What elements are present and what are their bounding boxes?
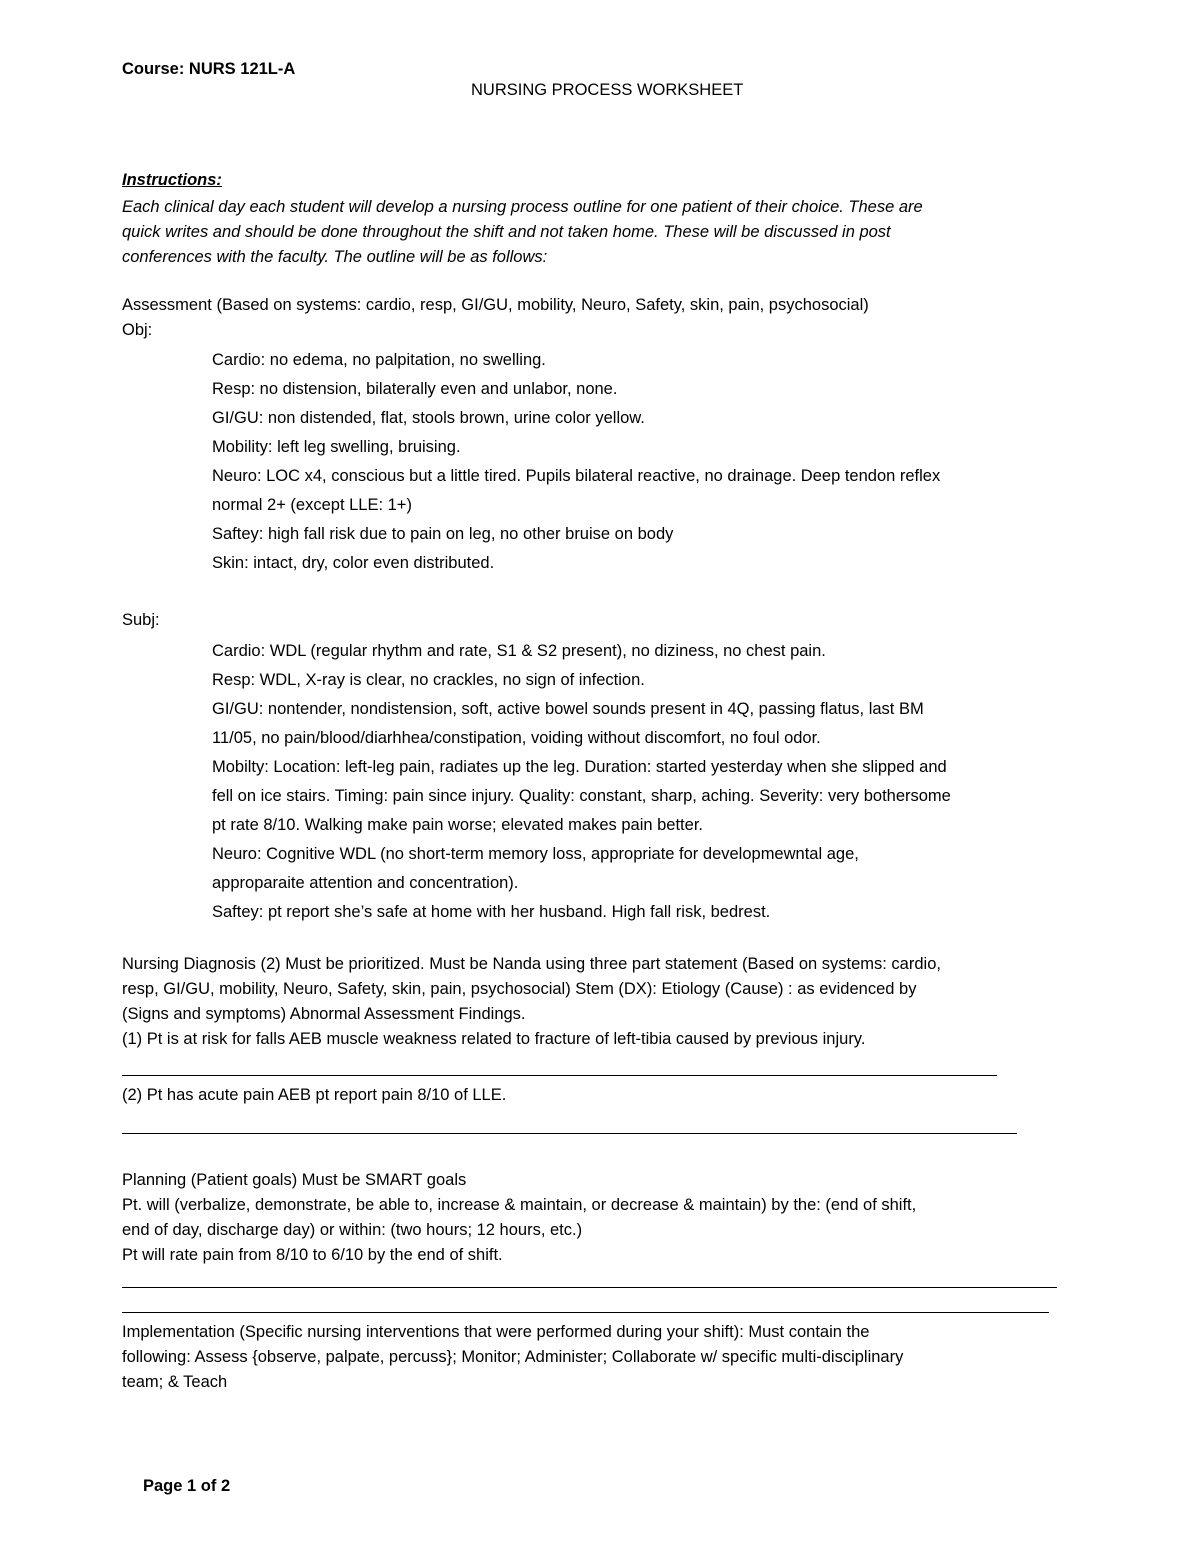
obj-line: Resp: no distension, bilaterally even and unlabor, none. — [212, 380, 618, 398]
page-title: NURSING PROCESS WORKSHEET — [471, 81, 744, 99]
diagnosis-2: (2) Pt has acute pain AEB pt report pain 8/10 of LLE. — [122, 1086, 507, 1104]
obj-line: normal 2+ (except LLE: 1+) — [212, 496, 412, 514]
obj-line: Saftey: high fall risk due to pain on leg, no other bruise on body — [212, 525, 674, 543]
divider-line — [122, 1287, 1057, 1288]
diagnosis-line: resp, GI/GU, mobility, Neuro, Safety, skin, pain, psychosocial) Stem (DX): Etiology (Cause) : as evidenced by — [122, 980, 917, 998]
instructions-line: quick writes and should be done throughout the shift and not taken home. These will be discussed in post — [122, 223, 891, 241]
subj-line: Cardio: WDL (regular rhythm and rate, S1 & S2 present), no diziness, no chest pain. — [212, 642, 826, 660]
implementation-line: Implementation (Specific nursing interventions that were performed during your shift): Must contain the — [122, 1323, 870, 1341]
obj-label: Obj: — [122, 321, 153, 339]
obj-line: Mobility: left leg swelling, bruising. — [212, 438, 461, 456]
planning-heading: Planning (Patient goals) Must be SMART goals — [122, 1171, 467, 1189]
page-number: Page 1 of 2 — [143, 1477, 231, 1495]
course-label: Course: NURS 121L-A — [122, 60, 296, 78]
implementation-line: team; & Teach — [122, 1373, 228, 1391]
subj-label: Subj: — [122, 611, 160, 629]
instructions-text — [122, 195, 923, 270]
planning-goal: Pt will rate pain from 8/10 to 6/10 by the end of shift. — [122, 1246, 503, 1264]
subj-line: Neuro: Cognitive WDL (no short-term memory loss, appropriate for developmewntal age, — [212, 845, 859, 863]
obj-line: GI/GU: non distended, flat, stools brown, urine color yellow. — [212, 409, 645, 427]
subj-line: Mobilty: Location: left-leg pain, radiates up the leg. Duration: started yesterday when she slipped and — [212, 758, 947, 776]
obj-line: Skin: intact, dry, color even distributed. — [212, 554, 495, 572]
divider-line — [122, 1312, 1049, 1313]
assessment-heading: Assessment (Based on systems: cardio, resp, GI/GU, mobility, Neuro, Safety, skin, pain, psychosocial) — [122, 296, 869, 314]
obj-line: Neuro: LOC x4, conscious but a little tired. Pupils bilateral reactive, no drainage. Deep tendon reflex — [212, 467, 941, 485]
subj-line: Resp: WDL, X-ray is clear, no crackles, no sign of infection. — [212, 671, 645, 689]
diagnosis-1: (1) Pt is at risk for falls AEB muscle weakness related to fracture of left-tibia caused by previous injury. — [122, 1030, 866, 1048]
instructions-line: conferences with the faculty. The outline will be as follows: — [122, 248, 548, 266]
subj-line: 11/05, no pain/blood/diarhhea/constipation, voiding without discomfort, no foul odor. — [212, 729, 821, 747]
planning-line: Pt. will (verbalize, demonstrate, be able to, increase & maintain, or decrease & maintain) by the: (end of shift, — [122, 1196, 917, 1214]
implementation-line: following: Assess {observe, palpate, percuss}; Monitor; Administer; Collaborate w/ specific multi-disciplinary — [122, 1348, 904, 1366]
implementation-section — [122, 1320, 903, 1395]
planning-section — [122, 1168, 916, 1268]
planning-line: end of day, discharge day) or within: (two hours; 12 hours, etc.) — [122, 1221, 583, 1239]
diagnosis-section — [122, 952, 941, 1052]
divider-line — [122, 1075, 997, 1076]
diagnosis-line: (Signs and symptoms) Abnormal Assessment Findings. — [122, 1005, 526, 1023]
subj-line: Saftey: pt report she’s safe at home with her husband. High fall risk, bedrest. — [212, 903, 771, 921]
divider-line — [122, 1133, 1017, 1134]
diagnosis-line: Nursing Diagnosis (2) Must be prioritized. Must be Nanda using three part statement (Based on systems: cardio, — [122, 955, 941, 973]
obj-line: Cardio: no edema, no palpitation, no swelling. — [212, 351, 546, 369]
instructions-line: Each clinical day each student will develop a nursing process outline for one patient of their choice. These are — [122, 198, 923, 216]
subj-findings — [212, 637, 951, 927]
subj-line: approparaite attention and concentration). — [212, 874, 519, 892]
obj-findings — [212, 346, 940, 578]
subj-line: pt rate 8/10. Walking make pain worse; elevated makes pain better. — [212, 816, 703, 834]
instructions-heading: Instructions: — [122, 171, 222, 189]
subj-line: GI/GU: nontender, nondistension, soft, active bowel sounds present in 4Q, passing flatus, last BM — [212, 700, 924, 718]
subj-line: fell on ice stairs. Timing: pain since injury. Quality: constant, sharp, aching. Severity: very bothersome — [212, 787, 951, 805]
